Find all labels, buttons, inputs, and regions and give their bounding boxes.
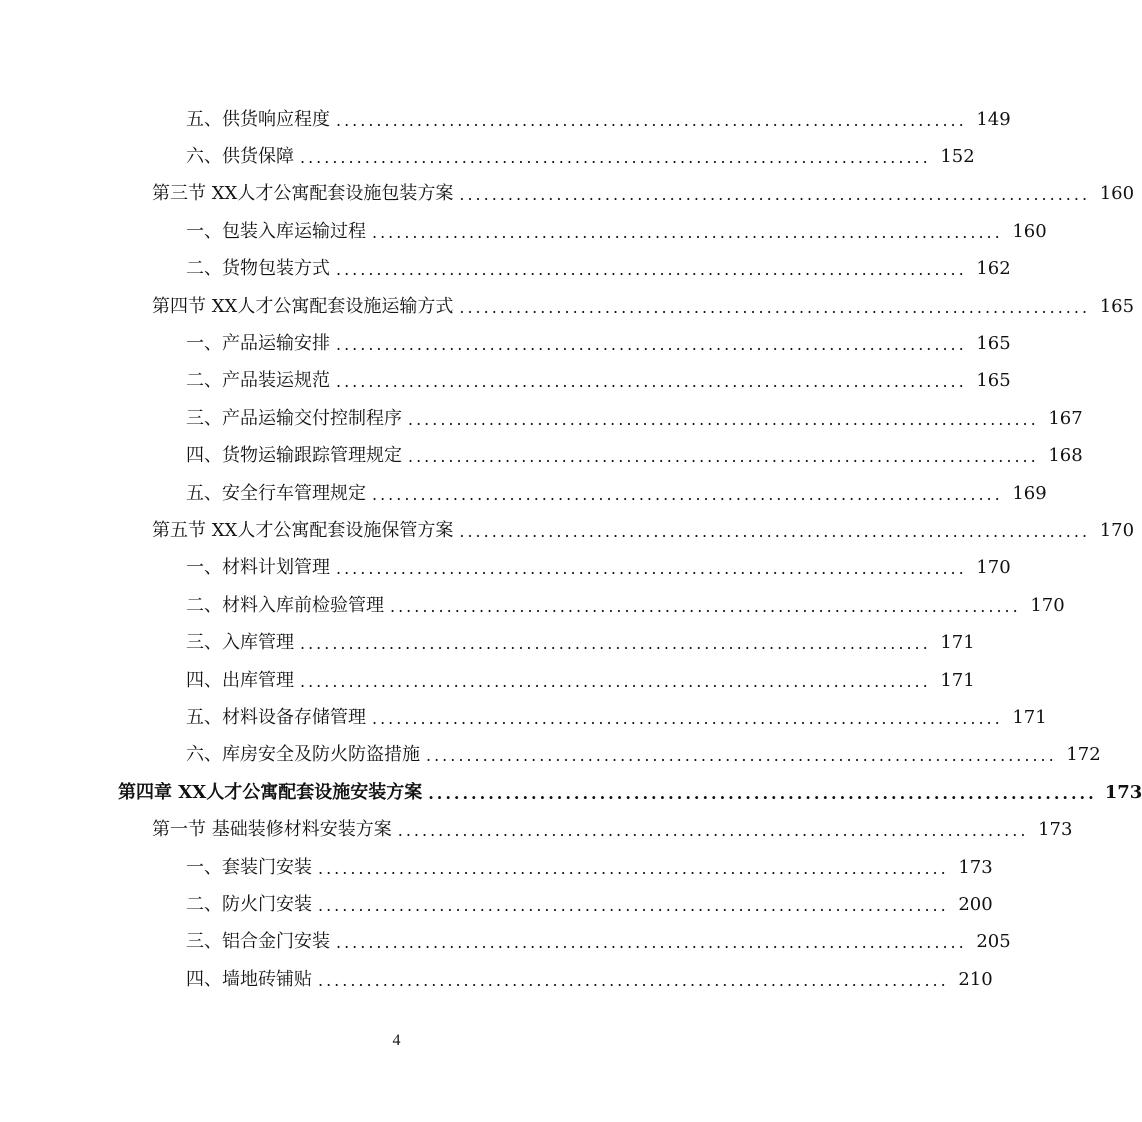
toc-dot-leader: .............................................................................. — [459, 185, 1091, 205]
toc-entry-title: 五、材料设备存储管理 — [186, 706, 366, 728]
page-number: 4 — [392, 1032, 401, 1049]
toc-entry-chapter[interactable] — [0, 774, 1142, 811]
toc-entry-title: 一、材料计划管理 — [186, 557, 330, 579]
toc-dot-leader: .............................................................................. — [372, 484, 1003, 504]
toc-entry-title: 第四章 XX人才公寓配套设施安装方案 — [118, 781, 423, 803]
toc-entry-page: 170 — [1030, 594, 1065, 616]
toc-entry[interactable] — [0, 886, 993, 923]
toc-dot-leader: .............................................................................. — [300, 671, 931, 691]
toc-entry-title: 二、材料入库前检验管理 — [186, 594, 384, 616]
toc-entry[interactable] — [0, 138, 975, 175]
toc-entry[interactable] — [0, 438, 1083, 475]
toc-dot-leader: .............................................................................. — [459, 297, 1091, 317]
toc-entry[interactable] — [0, 624, 975, 661]
toc-entry-page: 171 — [1012, 706, 1047, 728]
toc-dot-leader: .............................................................................. — [408, 447, 1039, 467]
toc-dot-leader: .............................................................................. — [318, 895, 949, 915]
toc-entry-page: 173 — [1104, 781, 1142, 803]
toc-dot-leader: .............................................................................. — [300, 634, 931, 654]
toc-entry[interactable] — [0, 475, 1047, 512]
toc-entry[interactable] — [0, 849, 993, 886]
toc-dot-leader: .............................................................................. — [459, 521, 1091, 541]
toc-dot-leader: .............................................................................. — [372, 708, 1003, 728]
toc-entry[interactable] — [0, 961, 993, 998]
toc-entry-title: 二、产品装运规范 — [186, 370, 330, 392]
toc-entry[interactable] — [0, 587, 1065, 624]
toc-entry-title: 一、产品运输安排 — [186, 333, 330, 355]
toc-dot-leader: .............................................................................. — [397, 821, 1029, 841]
toc-entry-page: 152 — [940, 146, 975, 168]
toc-entry-title: 第五节 XX人才公寓配套设施保管方案 — [152, 519, 454, 541]
toc-entry-title: 六、供货保障 — [186, 146, 294, 168]
toc-entry[interactable] — [0, 699, 1047, 736]
toc-dot-leader: .............................................................................. — [336, 335, 967, 355]
toc-entry[interactable] — [0, 662, 975, 699]
toc-entry-page: 200 — [958, 893, 993, 915]
toc-entry-title: 六、库房安全及防火防盗措施 — [186, 744, 420, 766]
toc-entry[interactable] — [0, 363, 1011, 400]
toc-entry-title: 二、防火门安装 — [186, 893, 312, 915]
toc-entry-page: 165 — [1099, 295, 1135, 317]
toc-entry-title: 一、包装入库运输过程 — [186, 220, 366, 242]
toc-entry-title: 四、墙地砖铺贴 — [186, 968, 312, 990]
toc-dot-leader: .............................................................................. — [300, 148, 931, 168]
toc-entry[interactable] — [0, 811, 1073, 848]
toc-dot-leader: .............................................................................. — [428, 783, 1097, 803]
toc-entry-page: 168 — [1048, 445, 1083, 467]
toc-entry-page: 170 — [1099, 519, 1135, 541]
toc-entry-title: 四、货物运输跟踪管理规定 — [186, 445, 402, 467]
toc-entry-page: 205 — [976, 931, 1011, 953]
toc-dot-leader: .............................................................................. — [390, 596, 1021, 616]
toc-dot-leader: .............................................................................. — [336, 933, 967, 953]
toc-entry[interactable] — [0, 512, 1135, 549]
toc-dot-leader: .............................................................................. — [426, 746, 1057, 766]
toc-entry[interactable] — [0, 325, 1011, 362]
toc-dot-leader: .............................................................................. — [318, 970, 949, 990]
toc-entry[interactable] — [0, 400, 1083, 437]
toc-entry[interactable] — [0, 288, 1135, 325]
toc-dot-leader: .............................................................................. — [336, 372, 967, 392]
toc-dot-leader: .............................................................................. — [336, 110, 967, 130]
toc-entry-page: 160 — [1099, 183, 1135, 205]
toc-entry-page: 210 — [958, 968, 993, 990]
toc-dot-leader: .............................................................................. — [336, 559, 967, 579]
toc-entry-title: 三、铝合金门安装 — [186, 931, 330, 953]
toc-dot-leader: .............................................................................. — [408, 409, 1039, 429]
toc-entry-title: 四、出库管理 — [186, 669, 294, 691]
toc-entry-page: 171 — [940, 669, 975, 691]
toc-entry-page: 162 — [976, 258, 1011, 280]
toc-entry-title: 二、货物包装方式 — [186, 258, 330, 280]
toc-entry[interactable] — [0, 251, 1011, 288]
toc-entry-title: 一、套装门安装 — [186, 856, 312, 878]
toc-entry-title: 第三节 XX人才公寓配套设施包装方案 — [152, 183, 454, 205]
toc-entry-page: 170 — [976, 557, 1011, 579]
toc-entry[interactable] — [0, 176, 1135, 213]
toc-entry-page: 165 — [976, 333, 1011, 355]
toc-dot-leader: .............................................................................. — [318, 858, 949, 878]
toc-entry-page: 165 — [976, 370, 1011, 392]
toc-entry-title: 三、入库管理 — [186, 632, 294, 654]
toc-dot-leader: .............................................................................. — [372, 222, 1003, 242]
table-of-contents — [0, 101, 1142, 998]
toc-entry-title: 五、供货响应程度 — [186, 108, 330, 130]
toc-entry-title: 第一节 基础装修材料安装方案 — [152, 819, 392, 841]
toc-entry-page: 149 — [976, 108, 1011, 130]
toc-entry-title: 第四节 XX人才公寓配套设施运输方式 — [152, 295, 454, 317]
toc-entry[interactable] — [0, 924, 1011, 961]
toc-entry[interactable] — [0, 213, 1047, 250]
toc-dot-leader: .............................................................................. — [336, 260, 967, 280]
toc-entry-title: 三、产品运输交付控制程序 — [186, 407, 402, 429]
toc-entry[interactable] — [0, 550, 1011, 587]
toc-entry-page: 171 — [940, 632, 975, 654]
toc-entry-title: 五、安全行车管理规定 — [186, 482, 366, 504]
toc-entry-page: 167 — [1048, 407, 1083, 429]
toc-entry-page: 169 — [1012, 482, 1047, 504]
toc-entry[interactable] — [0, 737, 1101, 774]
toc-entry[interactable] — [0, 101, 1011, 138]
toc-entry-page: 173 — [1038, 819, 1073, 841]
toc-entry-page: 173 — [958, 856, 993, 878]
toc-entry-page: 172 — [1066, 744, 1101, 766]
toc-entry-page: 160 — [1012, 220, 1047, 242]
